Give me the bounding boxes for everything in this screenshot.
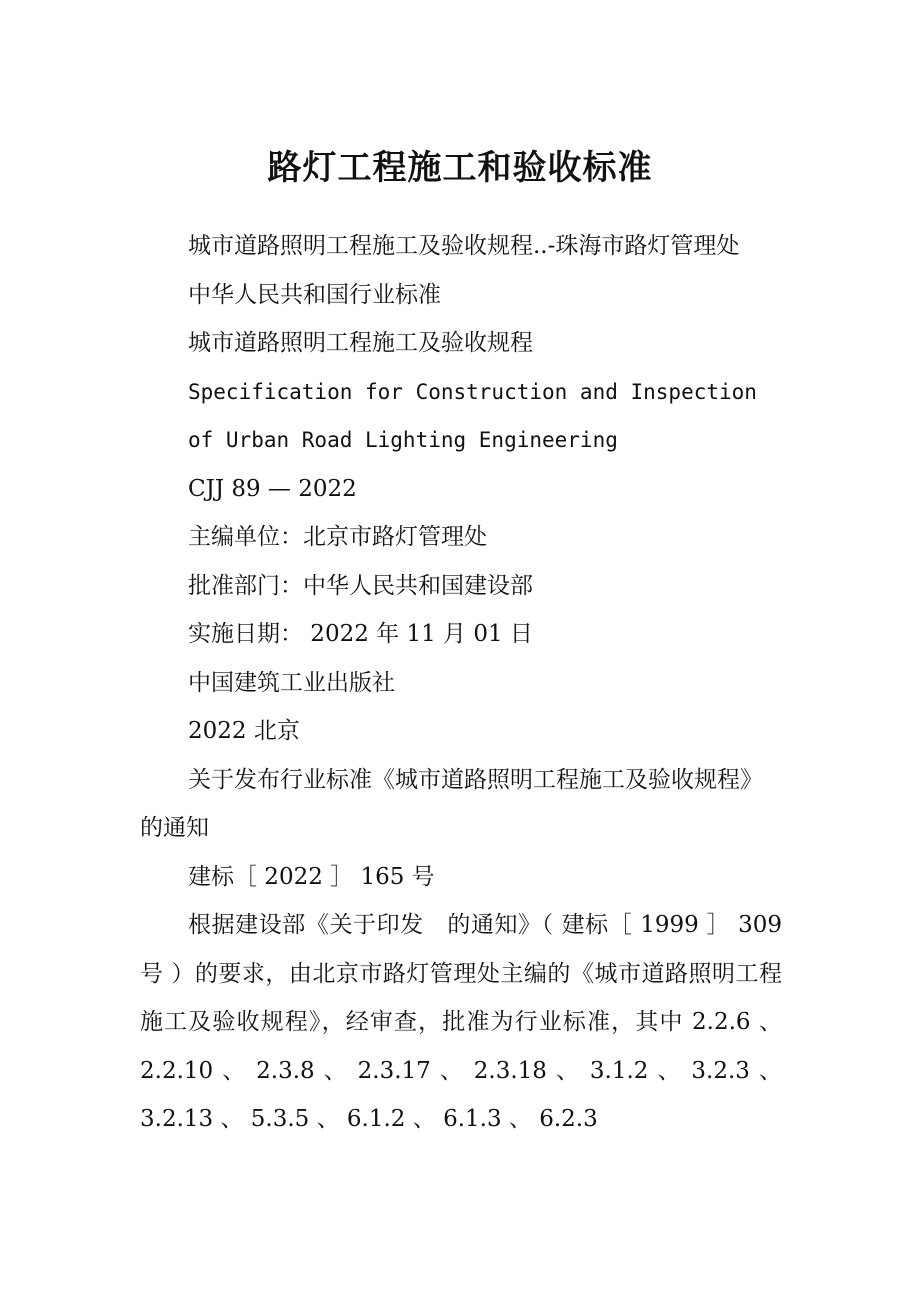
- paragraph-notice-body: 根据建设部《关于印发 的通知》（ 建标［ 1999 ］ 309 号 ）的要求，由北京市路灯管理处主编的《城市道路照明工程施工及验收规程》，经审查，批准为行业标准，其中 2.2.6 、 2.2.10 、 2.3.8 、 2.3.17 、 2.3.18 、 3.1.2 、 3.2.3 、3.2.13 、 5.3.5 、 6.1.2 、 6.1.3 、 6.2.3: [140, 912, 782, 1132]
- paragraph-english-title-line2: of Urban Road Lighting Engineering: [188, 428, 618, 452]
- paragraph-standard-type: 中华人民共和国行业标准: [188, 281, 441, 308]
- paragraph-notice-number: 建标［ 2022 ］ 165 号: [188, 863, 435, 890]
- paragraph-publisher: 中国建筑工业出版社: [188, 669, 395, 696]
- paragraph-english-title-line1: Specification for Construction and Inspection: [188, 379, 757, 404]
- document-title: 路灯工程施工和验收标准: [267, 148, 653, 188]
- paragraph-effective-date: 实施日期： 2022 年 11 月 01 日: [188, 621, 533, 647]
- paragraph-notice-title: 关于发布行业标准《城市道路照明工程施工及验收规程》的通知: [140, 766, 763, 841]
- paragraph-standard-code: CJJ 89 — 2022: [188, 475, 357, 502]
- paragraph-editor: 主编单位：北京市路灯管理处: [188, 524, 487, 550]
- paragraph-publish-year-place: 2022 北京: [188, 718, 300, 744]
- paragraph-standard-name: 城市道路照明工程施工及验收规程: [188, 330, 533, 356]
- paragraph-approver: 批准部门：中华人民共和国建设部: [188, 572, 533, 599]
- paragraph-source: 城市道路照明工程施工及验收规程..-珠海市路灯管理处: [188, 233, 740, 259]
- document-body: [140, 222, 782, 1144]
